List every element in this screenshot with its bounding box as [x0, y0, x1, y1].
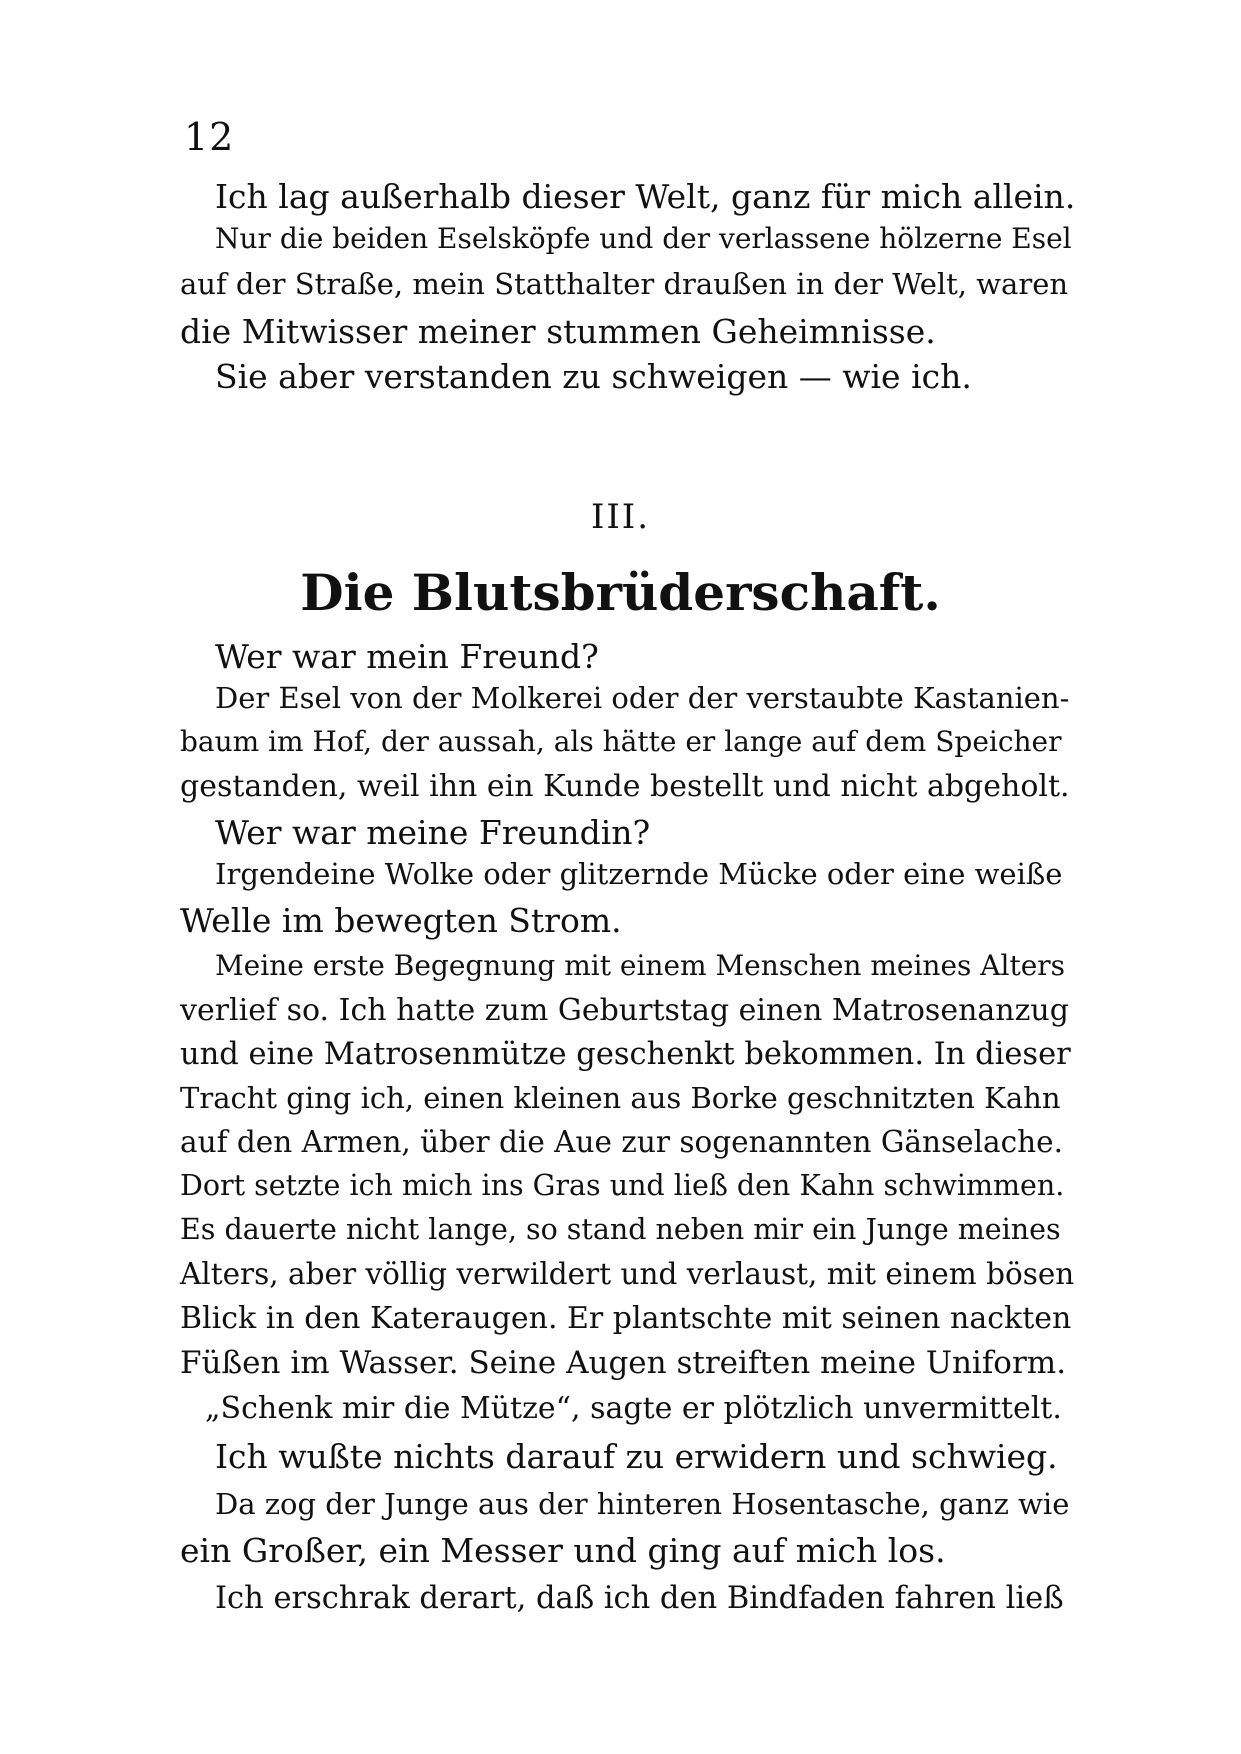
text-line: Nur die beiden Eselsköpfe und der verlassene hölzerne Esel — [215, 222, 1072, 255]
chapter-number: III. — [590, 497, 651, 537]
text-line: „Schenk mir die Mütze“, sagte er plötzlich unvermittelt. — [205, 1391, 1062, 1426]
text-line: baum im Hof, der aussah, als hätte er lange auf dem Speicher — [180, 725, 1062, 758]
text-line: auf der Straße, mein Statthalter draußen in der Welt, waren — [180, 267, 1069, 301]
text-line: Da zog der Junge aus der hinteren Hosentasche, ganz wie — [215, 1487, 1070, 1521]
text-line: Dort setzte ich mich ins Gras und ließ den Kahn schwimmen. — [180, 1169, 1065, 1202]
chapter-title: Die Blutsbrüderschaft. — [300, 563, 941, 622]
text-line: Alters, aber völlig verwildert und verlaust, mit einem bösen — [180, 1257, 1075, 1291]
text-line: und eine Matrosenmütze geschenkt bekommen. In dieser — [180, 1037, 1071, 1072]
text-line: Ich erschrak derart, daß ich den Bindfaden fahren ließ — [215, 1581, 1064, 1616]
text-line: Wer war meine Freundin? — [215, 813, 651, 852]
text-line: gestanden, weil ihn ein Kunde bestellt und nicht abgeholt. — [180, 769, 1070, 804]
text-line: ein Großer, ein Messer und ging auf mich los. — [180, 1531, 946, 1570]
text-line: Der Esel von der Molkerei oder der verstaubte Kastanien- — [215, 681, 1070, 715]
text-line: Sie aber verstanden zu schweigen — wie ich. — [215, 357, 972, 396]
text-line: Irgendeine Wolke oder glitzernde Mücke oder eine weiße — [215, 857, 1063, 891]
text-line: verlief so. Ich hatte zum Geburtstag einen Matrosenanzug — [180, 993, 1069, 1028]
text-line: Welle im bewegten Strom. — [180, 901, 622, 940]
text-line: die Mitwisser meiner stummen Geheimnisse. — [180, 312, 936, 351]
text-line: Ich lag außerhalb dieser Welt, ganz für mich allein. — [215, 177, 1076, 216]
text-line: auf den Armen, über die Aue zur sogenannten Gänselache. — [180, 1125, 1063, 1159]
page-number: 12 — [184, 115, 235, 159]
text-line: Es dauerte nicht lange, so stand neben mir ein Junge meines — [180, 1213, 1061, 1246]
text-line: Tracht ging ich, einen kleinen aus Borke geschnitzten Kahn — [180, 1081, 1061, 1115]
text-line: Ich wußte nichts darauf zu erwidern und schwieg. — [215, 1437, 1058, 1476]
text-line: Wer war mein Freund? — [215, 637, 599, 676]
text-line: Meine erste Begegnung mit einem Menschen meines Alters — [215, 949, 1066, 982]
text-line: Füßen im Wasser. Seine Augen streiften meine Uniform. — [180, 1345, 1067, 1381]
text-line: Blick in den Kateraugen. Er plantschte mit seinen nackten — [180, 1301, 1072, 1336]
